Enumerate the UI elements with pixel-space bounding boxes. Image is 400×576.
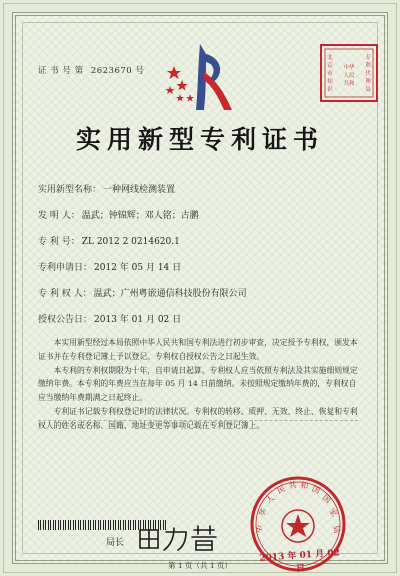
- field-label: 专 利 号：: [38, 237, 80, 247]
- field-label: 实用新型名称：: [38, 185, 102, 195]
- svg-text:局: 局: [365, 87, 371, 93]
- field-value: 温武；钟锦辉；邓人铭；古鹏: [81, 211, 199, 221]
- field-value: 2013 年 01 月 02 日: [94, 315, 182, 325]
- svg-text:北: 北: [327, 55, 333, 61]
- svg-text:市: 市: [327, 71, 333, 77]
- field-grant-date: [38, 312, 181, 325]
- svg-text:共和: 共和: [343, 81, 355, 87]
- svg-text:京: 京: [327, 63, 333, 69]
- field-label: 专 利 权 人：: [38, 289, 92, 299]
- body-paragraph: 本专利的专利权期限为十年，自申请日起算。专利权人应当依照专利法及其实施细则规定缴纳年费。本专利的年费应当在每年 05 月 14 日前缴纳。未按照规定缴纳年费的，专利权自应当缴纳年费期满之日起终止。: [38, 365, 358, 403]
- svg-text:代: 代: [365, 71, 371, 77]
- svg-text:家: 家: [327, 506, 340, 519]
- field-value: ZL 2012 2 0214620.1: [81, 237, 180, 247]
- director-signature: [136, 524, 218, 552]
- patent-office-logo-icon: [160, 36, 240, 116]
- director-label: 局长: [106, 538, 125, 548]
- certificate-number-suffix: 号: [135, 66, 145, 76]
- field-utility-name: [38, 182, 175, 195]
- field-value: 温武；广州粤嵌通信科技股份有限公司: [93, 289, 247, 299]
- field-label: 发 明 人：: [38, 211, 80, 221]
- svg-text:国: 国: [320, 493, 333, 506]
- svg-text:利: 利: [365, 63, 371, 69]
- seal-date: 2013 年 01 月 02 日: [259, 548, 341, 575]
- field-label: 授权公告日：: [38, 315, 93, 325]
- body-paragraph: 本实用新型经过本局依照中华人民共和国专利法进行初步审查，决定授予专利权，颁发本证书并在专利登记簿上予以登记。专利权自授权公告之日起生效。: [38, 338, 358, 361]
- body-paragraph: 专利证书记载专利权登记时的法律状况。专利权的转移、质押、无效、终止、恢复和专利权人的姓名或名称、国籍、地址变更等事项记载在专利登记簿上。: [38, 406, 358, 430]
- page-indicator: 第 1 页（共 1 页）: [167, 561, 233, 570]
- official-seal-top-icon: [318, 42, 380, 104]
- field-inventors: [38, 208, 199, 221]
- field-value: 一种网线检测装置: [103, 185, 176, 195]
- svg-text:中: 中: [254, 524, 266, 535]
- svg-text:人: 人: [264, 493, 277, 506]
- svg-text:华: 华: [256, 506, 269, 519]
- certificate-body: [38, 336, 360, 433]
- field-patentee: [38, 286, 247, 299]
- divider: [38, 420, 358, 421]
- field-value: 2012 年 05 月 14 日: [94, 263, 182, 273]
- certificate-number-label: 证 书 号 第: [38, 66, 84, 76]
- svg-text:理: 理: [365, 79, 371, 85]
- svg-text:国: 国: [310, 483, 322, 496]
- field-patent-number: [38, 234, 180, 247]
- svg-text:专: 专: [365, 55, 371, 61]
- certificate-number-value: 2623670: [90, 66, 133, 76]
- svg-text:共: 共: [288, 480, 298, 491]
- field-application-date: [38, 260, 181, 273]
- svg-text:和: 和: [299, 480, 309, 491]
- svg-text:局: 局: [330, 524, 342, 535]
- svg-text:中华: 中华: [343, 65, 355, 71]
- svg-text:知: 知: [327, 79, 333, 85]
- certificate-title: 实用新型专利证书: [75, 125, 324, 154]
- field-label: 专利申请日：: [38, 263, 93, 273]
- svg-text:识: 识: [327, 87, 333, 93]
- svg-text:民: 民: [275, 483, 287, 496]
- certificate-number: [38, 64, 144, 76]
- svg-text:人民: 人民: [343, 73, 355, 79]
